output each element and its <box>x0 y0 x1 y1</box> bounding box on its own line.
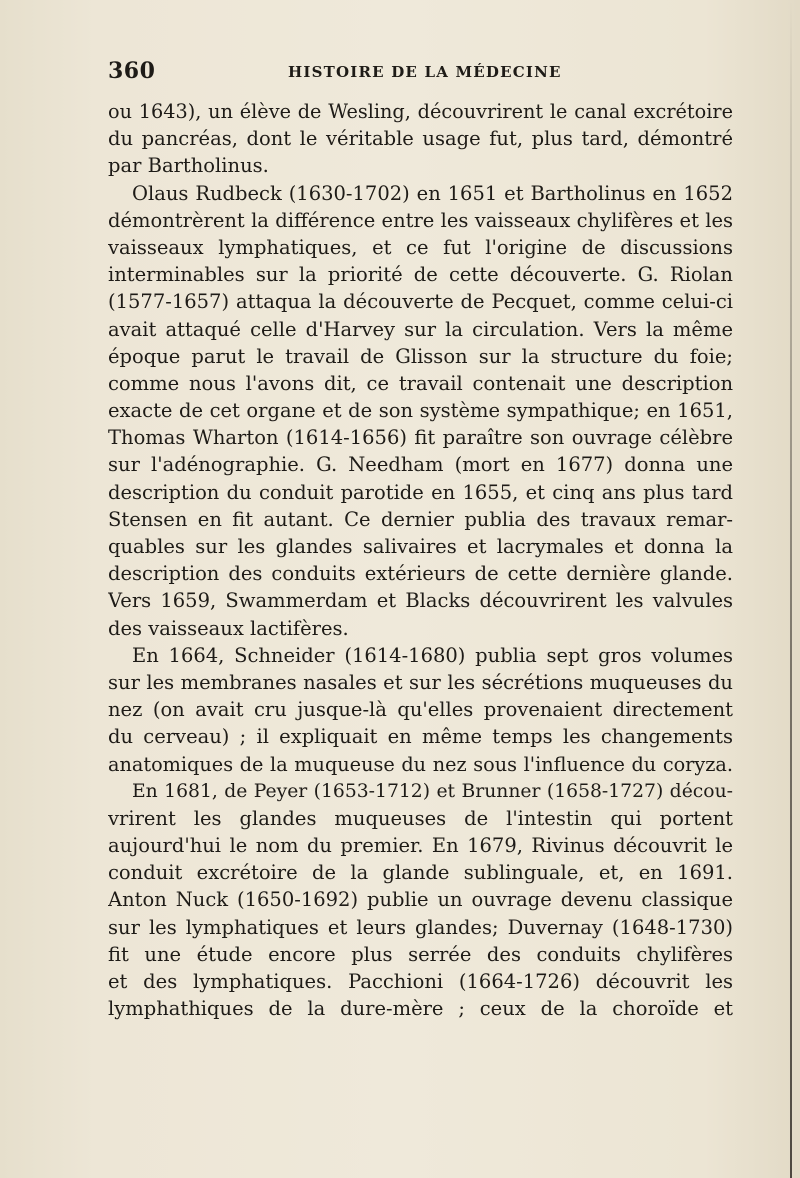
text-line: sur les membranes nasales et sur les sécrétions muqueuses du <box>108 670 733 694</box>
text-line: démontrèrent la différence entre les vaisseaux chylifères et les <box>108 208 733 232</box>
page-number: 360 <box>108 58 156 84</box>
text-line: du pancréas, dont le véritable usage fut, plus tard, démontré <box>108 127 733 151</box>
text-line: des vaisseaux lactifères. <box>108 616 349 640</box>
text-line: nez (on avait cru jusque-là qu'elles provenaient directement <box>108 698 733 722</box>
text-line: conduit excrétoire de la glande sublinguale, et, en 1691. <box>108 861 733 885</box>
text-line: par Bartholinus. <box>108 154 269 178</box>
text-line: vaisseaux lymphatiques, et ce fut l'origine de discussions <box>108 235 733 259</box>
text-line: anatomiques de la muqueuse du nez sous l'influence du coryza. <box>108 752 733 776</box>
text-line: description du conduit parotide en 1655, et cinq ans plus tard <box>108 480 733 504</box>
text-line: exacte de cet organe et de son système sympathique; en 1651, <box>108 399 733 423</box>
text-line: sur l'adénographie. G. Needham (mort en 1677) donna une <box>108 453 733 477</box>
text-line: quables sur les glandes salivaires et lacrymales et donna la <box>108 535 733 558</box>
text-line: En 1681, de Peyer (1653-1712) et Brunner (1658-1727) décou- <box>132 780 733 802</box>
body-text <box>108 98 733 1022</box>
text-line: et des lymphatiques. Pacchioni (1664-1726) découvrit les <box>108 970 733 993</box>
text-line: du cerveau) ; il expliquait en même temps les changements <box>108 725 733 749</box>
text-line: En 1664, Schneider (1614-1680) publia sept gros volumes <box>132 643 733 667</box>
text-line: fit une étude encore plus serrée des conduits chylifères <box>108 942 733 966</box>
running-title: HISTOIRE DE LA MÉDECINE <box>288 63 562 81</box>
text-line: Stensen en fit autant. Ce dernier publia des travaux remar- <box>108 507 733 531</box>
text-line: comme nous l'avons dit, ce travail contenait une description <box>108 371 733 395</box>
text-line: Anton Nuck (1650-1692) publie un ouvrage devenu classique <box>108 888 733 912</box>
text-line: aujourd'hui le nom du premier. En 1679, Rivinus découvrit le <box>108 834 733 858</box>
text-line: époque parut le travail de Glisson sur la structure du foie; <box>108 344 733 368</box>
text-line: ou 1643), un élève de Wesling, découvrirent le canal excrétoire <box>108 100 733 123</box>
text-line: Vers 1659, Swammerdam et Blacks découvrirent les valvules <box>108 589 733 613</box>
page-edge-shadow <box>790 0 792 1178</box>
text-line: lymphathiques de la dure-mère ; ceux de la choroïde et <box>108 997 733 1021</box>
text-line: vrirent les glandes muqueuses de l'intestin qui portent <box>108 806 733 830</box>
text-line: (1577-1657) attaqua la découverte de Pecquet, comme celui-ci <box>108 290 733 314</box>
text-line: interminables sur la priorité de cette découverte. G. Riolan <box>108 263 733 287</box>
page-header <box>108 58 733 88</box>
text-line: Olaus Rudbeck (1630-1702) en 1651 et Bartholinus en 1652 <box>132 181 733 205</box>
text-line: sur les lymphatiques et leurs glandes; Duvernay (1648-1730) <box>108 915 733 939</box>
text-line: Thomas Wharton (1614-1656) fit paraître son ouvrage célèbre <box>108 426 733 450</box>
text-line: description des conduits extérieurs de cette dernière glande. <box>108 562 733 586</box>
text-line: avait attaqué celle d'Harvey sur la circulation. Vers la même <box>108 317 733 341</box>
